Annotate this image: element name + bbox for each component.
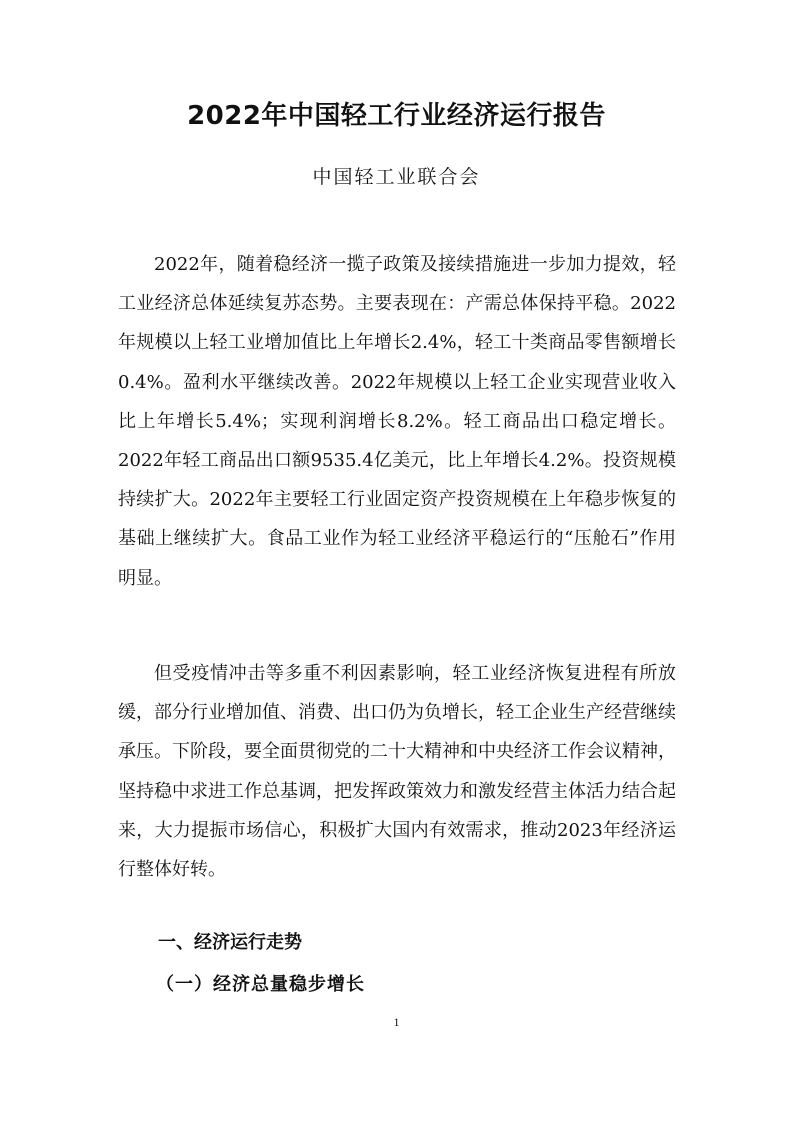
document-title: 2022年中国轻工行业经济运行报告 [187, 101, 606, 131]
subsection-heading: （一）经济总量稳步增长 [156, 974, 365, 995]
paragraph-summary: 2022年，随着稳经济一揽子政策及接续措施进一步加力提效，轻工业经济总体延续复苏态势。主要表现在：产需总体保持平稳。2022年规模以上轻工业增加值比上年增长2.4%，轻工十类商品零售额增长0.4%。盈利水平继续改善。2022年规模以上轻工企业实现营业收入比上年增长5.4%；实现利润增长8.2%。轻工商品出口稳定增长。2022年轻工商品出口额9535.4亿美元，比上年增长4.2%。投资规模持续扩大。2022年主要轻工行业固定资产投资规模在上年稳步恢复的基础上继续扩大。食品工业作为轻工业经济平稳运行的“压舱石”作用明显。 [118, 254, 676, 589]
document-author: 中国轻工业联合会 [312, 166, 481, 188]
paragraph-outlook: 但受疫情冲击等多重不利因素影响，轻工业经济恢复进程有所放缓，部分行业增加值、消费、出口仍为负增长，轻工企业生产经营继续承压。下阶段，要全面贯彻党的二十大精神和中央经济工作会议精神，坚持稳中求进工作总基调，把发挥政策效力和激发经营主体活力结合起来，大力提振市场信心，积极扩大国内有效需求，推动2023年经济运行整体好转。 [118, 663, 676, 881]
section-heading: 一、经济运行走势 [158, 932, 302, 953]
page-number: 1 [393, 1015, 400, 1029]
